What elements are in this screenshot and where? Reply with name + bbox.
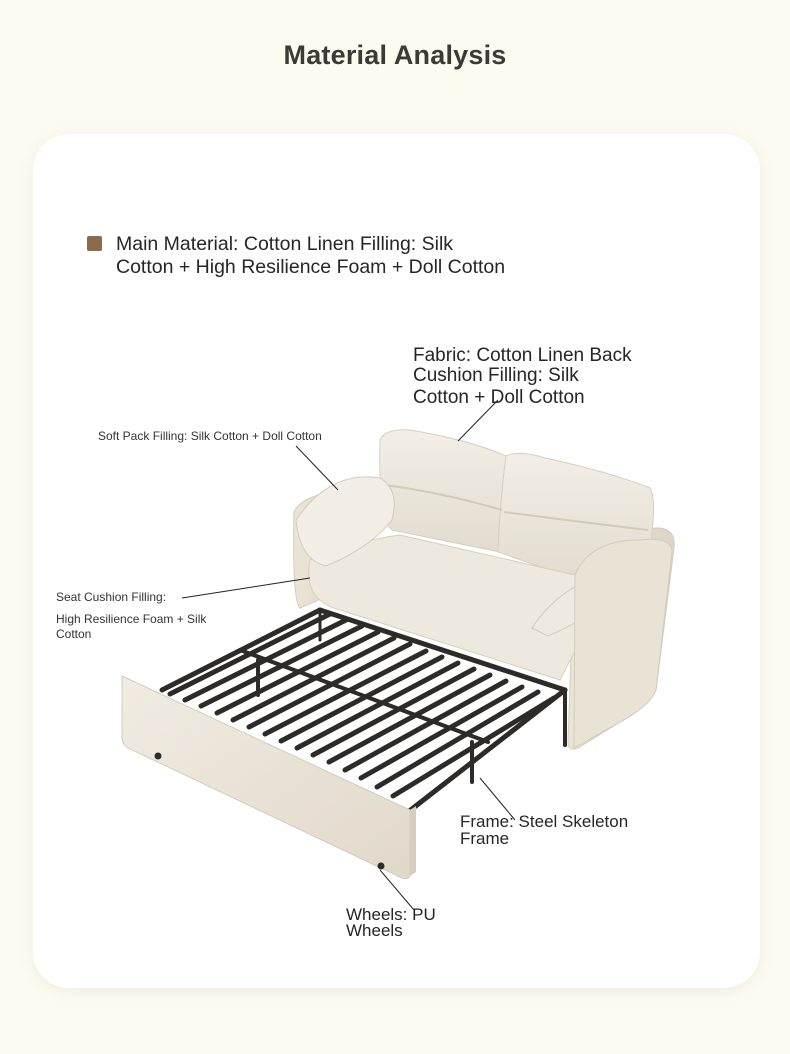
seat-cushion-callout [56,590,236,642]
wheels-line-1: Wheels: PU [346,905,436,924]
soft-pack-callout: Soft Pack Filling: Silk Cotton + Doll Cotton [98,429,322,443]
fabric-line-2: Cushion Filling: Silk [413,365,579,386]
seat-cushion-line-2: High Resilience Foam + Silk [56,612,207,626]
fabric-callout [413,346,673,408]
frame-line-1: Frame: Steel Skeleton [460,812,629,831]
page-title: Material Analysis [283,40,507,70]
main-material-line-2: Cotton + High Resilience Foam + Doll Cotton [116,256,506,278]
frame-line-2: Frame [460,829,510,848]
frame-callout [460,813,660,847]
fabric-line-3: Cotton + Doll Cotton [413,387,585,408]
main-material-line-1: Main Material: Cotton Linen Filling: Silk [116,233,454,255]
seat-cushion-line-3: Cotton [56,627,92,641]
wheel-left [155,753,162,760]
fabric-line-1: Fabric: Cotton Linen Back [413,345,632,366]
wheel-right [378,863,385,870]
wheels-line-2: Wheels [346,921,403,940]
seat-cushion-line-1: Seat Cushion Filling: [56,590,167,604]
back-cushion-left [380,430,508,552]
wheels-callout [346,907,496,939]
